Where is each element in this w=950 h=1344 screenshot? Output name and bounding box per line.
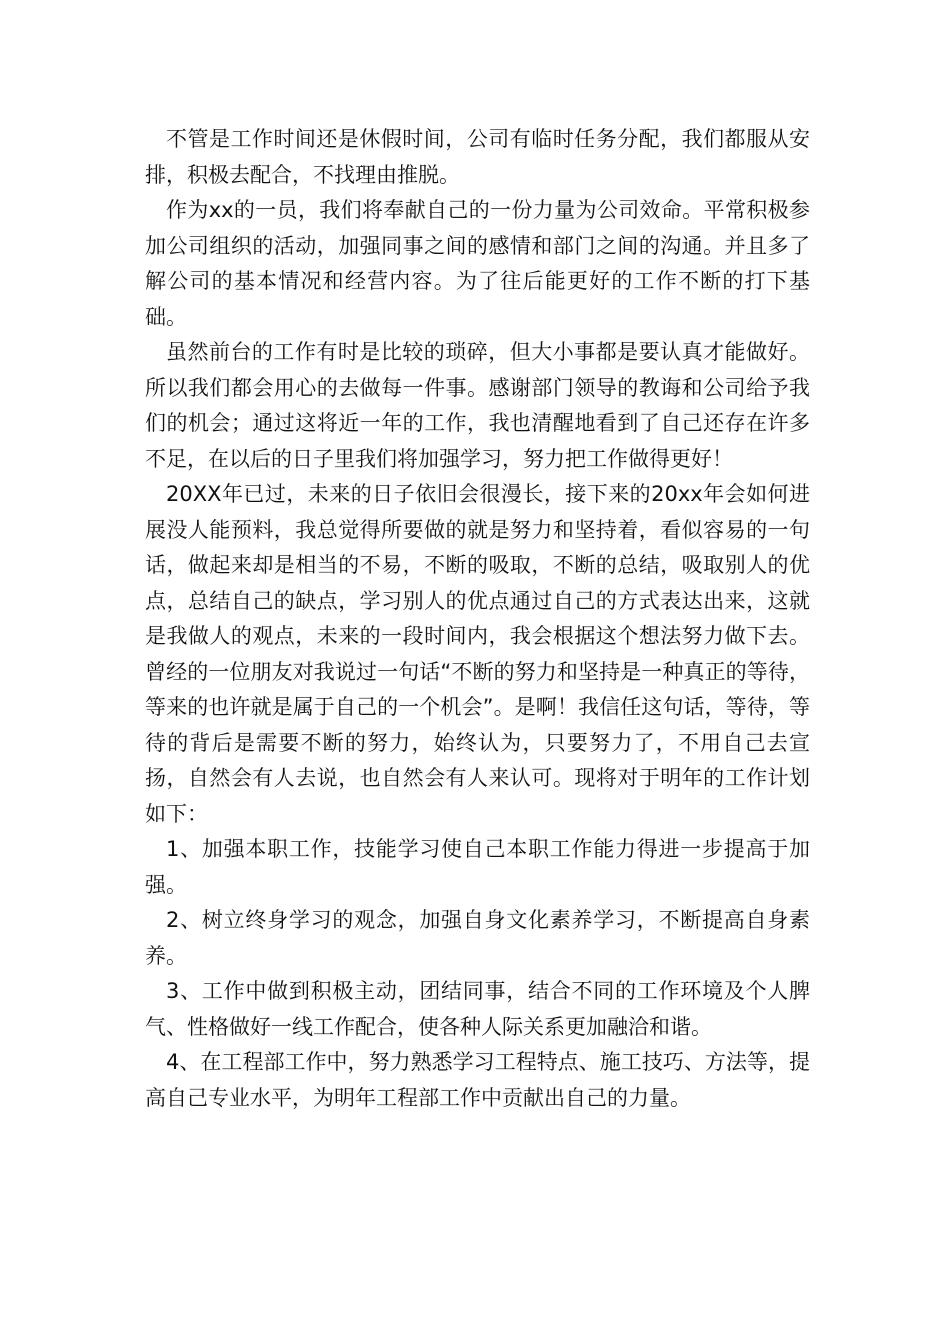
plan-item-2: 2、树立终身学习的观念，加强自身文化素养学习，不断提高自身素养。 — [145, 908, 810, 968]
document-body — [145, 122, 810, 1116]
plan-item-4: 4、在工程部工作中，努力熟悉学习工程特点、施工技巧、方法等，提高自己专业水平，为明年工程部工作中贡献出自己的力量。 — [145, 1050, 810, 1110]
paragraph-1: 不管是工作时间还是休假时间，公司有临时任务分配，我们都服从安排，积极去配合，不找理由推脱。 — [145, 127, 810, 187]
paragraph-4: 20XX年已过，未来的日子依旧会很漫长，接下来的20xx年会如何进展没人能预料，我总觉得所要做的就是努力和坚持着，看似容易的一句话，做起来却是相当的不易，不断的吸取，不断的总结，吸取别人的优点，总结自己的缺点，学习别人的优点通过自己的方式表达出来，这就是我做人的观点，未来的一段时间内，我会根据这个想法努力做下去。曾经的一位朋友对我说过一句话“不断的努力和坚持是一种真正的等待，等来的也许就是属于自己的一个机会”。是啊！我信任这句话，等待，等待的背后是需要不断的努力，始终认为，只要努力了，不用自己去宣扬，自然会有人去说，也自然会有人来认可。现将对于明年的工作计划如下： — [145, 482, 810, 826]
plan-item-3: 3、工作中做到积极主动，团结同事，结合不同的工作环境及个人脾气、性格做好一线工作配合，使各种人际关系更加融洽和谐。 — [145, 979, 810, 1039]
plan-item-1: 1、加强本职工作，技能学习使自己本职工作能力得进一步提高于加强。 — [145, 837, 810, 897]
paragraph-2: 作为xx的一员，我们将奉献自己的一份力量为公司效命。平常积极参加公司组织的活动，加强同事之间的感情和部门之间的沟通。并且多了解公司的基本情况和经营内容。为了往后能更好的工作不断的打下基础。 — [145, 198, 810, 329]
paragraph-3: 虽然前台的工作有时是比较的琐碎，但大小事都是要认真才能做好。所以我们都会用心的去做每一件事。感谢部门领导的教诲和公司给予我们的机会；通过这将近一年的工作，我也清醒地看到了自己还存在许多不足，在以后的日子里我们将加强学习，努力把工作做得更好！ — [145, 340, 810, 471]
